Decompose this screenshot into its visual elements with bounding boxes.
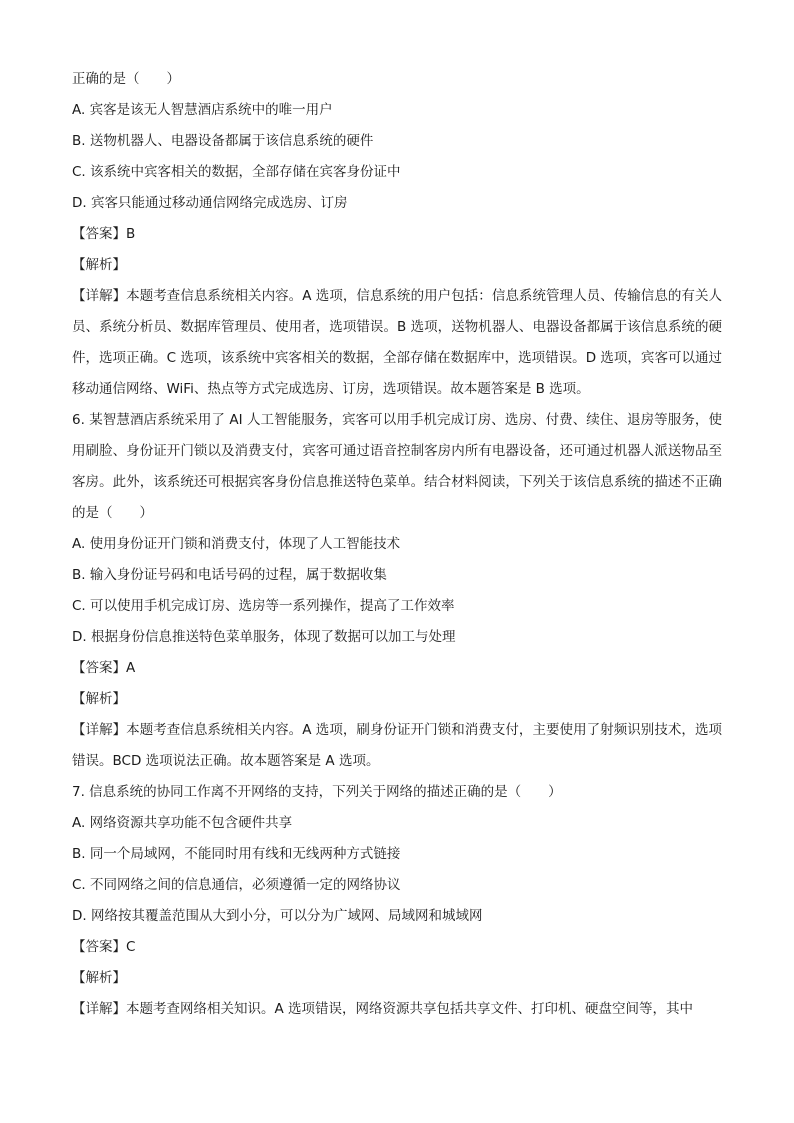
- document-page: [72, 64, 722, 1025]
- q6-stem: 6. 某智慧酒店系统采用了 AI 人工智能服务，宾客可以用手机完成订房、选房、付费、续住、退房等服务，使用刷脸、身份证开门锁以及消费支付，宾客可通过语音控制客房内所有电器设备，还可通过机器人派送物品至客房。此外，该系统还可根据宾客身份信息推送特色菜单。结合材料阅读，下列关于该信息系统的描述不正确的是（ ）: [72, 412, 722, 521]
- q5-option-c: C. 该系统中宾客相关的数据，全部存储在宾客身份证中: [72, 164, 401, 180]
- q7-option-b: B. 同一个局域网，不能同时用有线和无线两种方式链接: [72, 846, 401, 862]
- q6-option-b: B. 输入身份证号码和电话号码的过程，属于数据收集: [72, 567, 387, 583]
- q6-option-d: D. 根据身份信息推送特色菜单服务，体现了数据可以加工与处理: [72, 629, 456, 645]
- q7-answer: 【答案】C: [72, 939, 136, 955]
- q5-option-d: D. 宾客只能通过移动通信网络完成选房、订房: [72, 195, 348, 211]
- q7-analysis-label: 【解析】: [72, 970, 126, 986]
- q7-option-d: D. 网络按其覆盖范围从大到小分，可以分为广域网、局域网和城域网: [72, 908, 483, 924]
- q5-detail: 【详解】本题考查信息系统相关内容。A 选项，信息系统的用户包括：信息系统管理人员、传输信息的有关人员、系统分析员、数据库管理员、使用者，选项错误。B 选项，送物机器人、电器设备都属于该信息系统的硬件，选项正确。C 选项，该系统中宾客相关的数据，全部存储在数据库中，选项错误。D 选项，宾客可以通过移动通信网络、WiFi、热点等方式完成选房、订房，选项错误。故本题答案是 B 选项。: [72, 288, 722, 397]
- q7-option-c: C. 不同网络之间的信息通信，必须遵循一定的网络协议: [72, 877, 401, 893]
- q6-option-c: C. 可以使用手机完成订房、选房等一系列操作，提高了工作效率: [72, 598, 455, 614]
- q7-detail: 【详解】本题考查网络相关知识。A 选项错误，网络资源共享包括共享文件、打印机、硬盘空间等，其中: [72, 1001, 694, 1017]
- q6-answer: 【答案】A: [72, 660, 136, 676]
- q5-option-b: B. 送物机器人、电器设备都属于该信息系统的硬件: [72, 133, 374, 149]
- q5-answer: 【答案】B: [72, 226, 136, 242]
- q6-analysis-label: 【解析】: [72, 691, 126, 707]
- q5-stem-tail: 正确的是（ ）: [72, 71, 180, 87]
- q6-option-a: A. 使用身份证开门锁和消费支付，体现了人工智能技术: [72, 536, 401, 552]
- q5-option-a: A. 宾客是该无人智慧酒店系统中的唯一用户: [72, 102, 333, 118]
- q7-option-a: A. 网络资源共享功能不包含硬件共享: [72, 815, 293, 831]
- q6-detail: 【详解】本题考查信息系统相关内容。A 选项，刷身份证开门锁和消费支付，主要使用了射频识别技术，选项错误。BCD 选项说法正确。故本题答案是 A 选项。: [72, 722, 722, 769]
- q5-analysis-label: 【解析】: [72, 257, 126, 273]
- q7-stem: 7. 信息系统的协同工作离不开网络的支持，下列关于网络的描述正确的是（ ）: [72, 784, 562, 800]
